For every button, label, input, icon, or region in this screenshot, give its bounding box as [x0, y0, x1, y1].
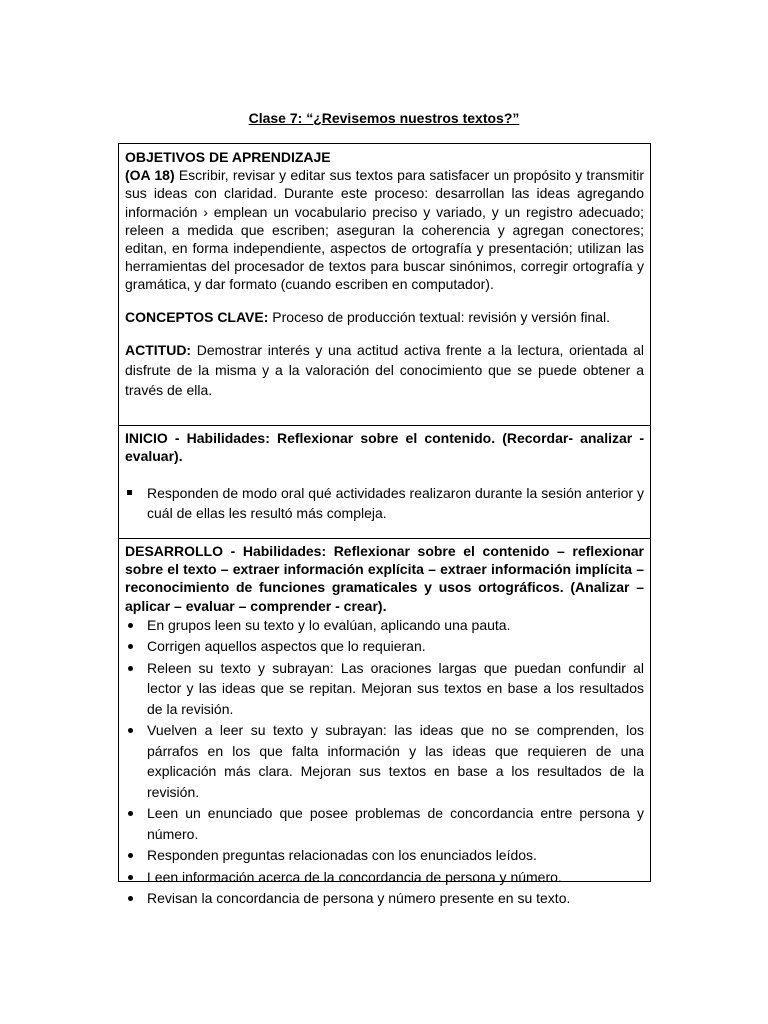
inicio-heading: INICIO - Habilidades: Reflexionar sobre el contenido. (Recordar- analizar - evaluar).: [125, 430, 644, 465]
list-item: Responden de modo oral qué actividades realizaron durante la sesión anterior y cuál de ellas les resultó más compleja.: [125, 483, 644, 523]
list-item: Leen un enunciado que posee problemas de concordancia entre persona y número.: [125, 803, 644, 844]
conceptos-text: Proceso de producción textual: revisión y versión final.: [268, 308, 611, 325]
oa-text: Escribir, revisar y editar sus textos para satisfacer un propósito y transmitir sus ideas con claridad. Durante este proceso: desarrollan las ideas agregando información › emplean un vocabulario preciso y variado, y un registro adecuado; releen a medida que escriben; aseguran la coherencia y agregan conectores; editan, en forma independiente, aspectos de ortografía y presentación; utilizan las herramientas del procesador de textos para buscar sinónimos, corregir ortografía y gramática, y dar formato (cuando escriben en computador).: [125, 167, 644, 293]
desarrollo-list: [125, 615, 644, 909]
actitud-paragraph: [125, 340, 644, 400]
list-item: Leen información acerca de la concordancia de persona y número.: [125, 867, 644, 888]
desarrollo-heading: DESARROLLO - Habilidades: Reflexionar sobre el contenido – reflexionar sobre el texto – extraer información explícita – extraer información implícita – reconocimiento de funciones gramaticales y usos ortográficos. (Analizar – aplicar – evaluar – comprender - crear).: [125, 543, 644, 614]
list-item: Releen su texto y subrayan: Las oraciones largas que puedan confundir al lector y las ideas que se repitan. Mejoran sus textos en base a los resultados de la revisión.: [125, 658, 644, 720]
objetivos-cell: [119, 144, 650, 426]
oa-code: (OA 18): [125, 167, 175, 184]
actitud-label: ACTITUD:: [125, 341, 192, 358]
actitud-text: Demostrar interés y una actitud activa frente a la lectura, orientada al disfrute de la misma y a la valoración del conocimiento que se puede obtener a través de ella.: [125, 341, 644, 398]
list-item: Responden preguntas relacionadas con los enunciados leídos.: [125, 845, 644, 866]
oa-paragraph: [125, 166, 644, 293]
list-item: Corrigen aquellos aspectos que lo requieran.: [125, 636, 644, 657]
desarrollo-cell: [119, 539, 650, 907]
inicio-list: [125, 483, 644, 523]
conceptos-label: CONCEPTOS CLAVE:: [125, 308, 269, 325]
list-item: Vuelven a leer su texto y subrayan: las ideas que no se comprenden, los párrafos en los que falta información y las ideas que requieren de una explicación más clara. Mejoran sus textos en base a los resultados de la revisión.: [125, 720, 644, 802]
list-item: Revisan la concordancia de persona y número presente en su texto.: [125, 888, 644, 909]
conceptos-paragraph: [125, 308, 644, 326]
inicio-cell: [119, 426, 650, 539]
objetivos-heading: OBJETIVOS DE APRENDIZAJE: [125, 149, 331, 165]
page-title: Clase 7: “¿Revisemos nuestros textos?”: [248, 110, 520, 126]
lesson-table: [118, 143, 651, 907]
list-item: En grupos leen su texto y lo evalúan, aplicando una pauta.: [125, 615, 644, 636]
